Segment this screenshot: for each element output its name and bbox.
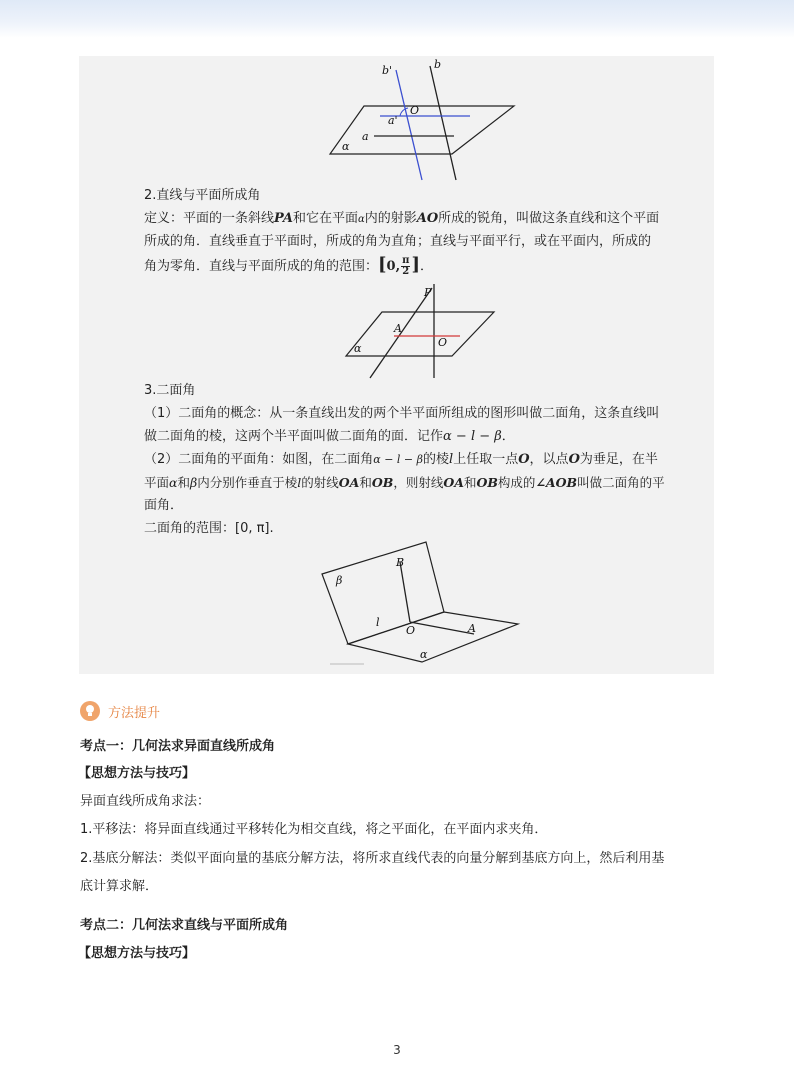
skew-lines-figure — [320, 58, 520, 184]
fig1-label-O: O — [410, 104, 420, 117]
range-zero: 0, — [386, 259, 401, 274]
p2-text-8: 内分别作垂直于棱 — [197, 475, 298, 490]
k1-item2-line1: 2.基底分解法：类似平面向量的基底分解方法，将所求直线代表的向量分解到基底方向上，然后利用基 — [80, 851, 665, 866]
math-dihedral-2: α − l − β — [373, 453, 424, 466]
section3-p2-line2 — [144, 473, 665, 493]
p1-end: ． — [501, 429, 515, 444]
dihedral-range: 二面角的范围：[0, π]. — [144, 521, 274, 536]
k1-item1: 1.平移法：将异面直线通过平移转化为相交直线，将之平面化，在平面内求夹角． — [80, 822, 548, 837]
math-alpha: α — [357, 214, 365, 225]
math-OA-2: OA — [443, 475, 464, 490]
fig3-label-alpha: α — [420, 648, 428, 661]
section3-title: 3.二面角 — [144, 383, 196, 398]
frac-den: 2 — [402, 266, 410, 277]
math-OB-2: OB — [476, 475, 498, 490]
fig1-label-b: b — [434, 58, 442, 71]
def-text-6: ． — [419, 259, 433, 274]
fig3-label-B: B — [396, 556, 405, 569]
fig1-label-a: a — [362, 130, 369, 143]
p2-text-10: 和 — [359, 475, 372, 490]
fig1-label-alpha: α — [342, 140, 350, 153]
fig2-label-P: P — [424, 286, 432, 299]
fig3-label-A: A — [468, 622, 476, 635]
p2-text-7: 和 — [177, 475, 190, 490]
def-text-2: 和它在平面 — [292, 211, 358, 226]
math-O-2: O — [568, 452, 580, 467]
p2-text-1: （2）二面角的平面角：如图，在二面角 — [144, 452, 374, 467]
p1-text: 做二面角的棱，这两个半平面叫做二面角的面．记作 — [144, 429, 444, 444]
dihedral-angle-figure — [318, 536, 524, 668]
fig3-label-beta: β — [336, 574, 343, 587]
page-number: 3 — [393, 1043, 401, 1057]
section2-title: 2.直线与平面所成角 — [144, 188, 261, 203]
p2-text-14: 叫做二面角的平 — [577, 475, 665, 490]
range-bracket-close: ] — [411, 254, 420, 275]
fig2-label-alpha: α — [354, 342, 362, 355]
k2-subtitle: 【思想方法与技巧】 — [78, 946, 196, 961]
section3-p2-line1 — [144, 450, 658, 470]
section2-definition-line1 — [144, 209, 659, 230]
frac-num: π — [402, 255, 410, 266]
math-AO: AO — [416, 211, 439, 226]
k1-item2-line2: 底计算求解． — [80, 879, 159, 894]
p2-text-6: 平面 — [144, 475, 170, 490]
k1-title: 考点一：几何法求异面直线所成角 — [80, 739, 276, 754]
range-bracket-open: [ — [378, 254, 387, 275]
def-text-3: 内的射影 — [364, 211, 417, 226]
section3-p1-line1: （1）二面角的概念：从一条直线出发的两个半平面所组成的图形叫做二面角，这条直线叫 — [144, 406, 660, 421]
fig3-label-O: O — [406, 624, 416, 637]
fig2-label-O: O — [438, 336, 448, 349]
math-OA: OA — [338, 475, 360, 490]
math-l: l — [449, 452, 454, 467]
header-band — [0, 0, 794, 38]
math-l-2: l — [297, 475, 302, 490]
math-OB: OB — [371, 475, 394, 490]
p2-text-11: ，则射线 — [393, 475, 444, 490]
p2-text-13: 构成的 — [497, 475, 536, 490]
method-label: 方法提升 — [108, 706, 161, 721]
p2-text-4: ，以点 — [529, 452, 569, 467]
p2-text-12: 和 — [463, 475, 477, 490]
section3-p1-line2 — [144, 427, 515, 447]
def-text-5: 角为零角．直线与平面所成的角的范围： — [144, 259, 379, 274]
lightbulb-icon — [80, 701, 100, 721]
k1-intro: 异面直线所成角求法： — [80, 794, 211, 809]
math-alpha-2: α — [169, 475, 178, 490]
p2-text-3: 上任取一点 — [453, 452, 519, 467]
k2-title: 考点二：几何法求直线与平面所成角 — [80, 918, 289, 933]
math-AOB: ∠AOB — [535, 475, 578, 490]
range-fraction — [401, 256, 410, 277]
fig1-label-b-prime: b' — [382, 64, 393, 77]
section2-definition-line2: 所成的角．直线垂直于平面时，所成的角为直角；直线与平面平行，或在平面内，所成的 — [144, 234, 652, 249]
k1-subtitle: 【思想方法与技巧】 — [78, 766, 196, 781]
fig3-label-l: l — [376, 616, 380, 629]
p2-text-2: 的棱 — [423, 452, 450, 467]
fig2-label-A: A — [394, 322, 402, 335]
def-text-4: 所成的锐角，叫做这条直线和这个平面 — [438, 211, 660, 226]
math-dihedral: α − l − β — [443, 429, 502, 444]
math-beta: β — [189, 475, 198, 490]
fig1-label-a-prime: a' — [388, 114, 398, 127]
def-text-1: 定义：平面的一条斜线 — [144, 211, 275, 226]
section2-definition-line3 — [144, 255, 433, 277]
math-PA: PA — [274, 211, 293, 226]
line-plane-angle-figure — [340, 280, 500, 382]
p2-text-5: 为垂足，在半 — [579, 452, 658, 467]
math-O: O — [518, 452, 530, 467]
section3-p2-line3: 面角． — [144, 498, 184, 513]
p2-text-9: 的射线 — [301, 475, 339, 490]
